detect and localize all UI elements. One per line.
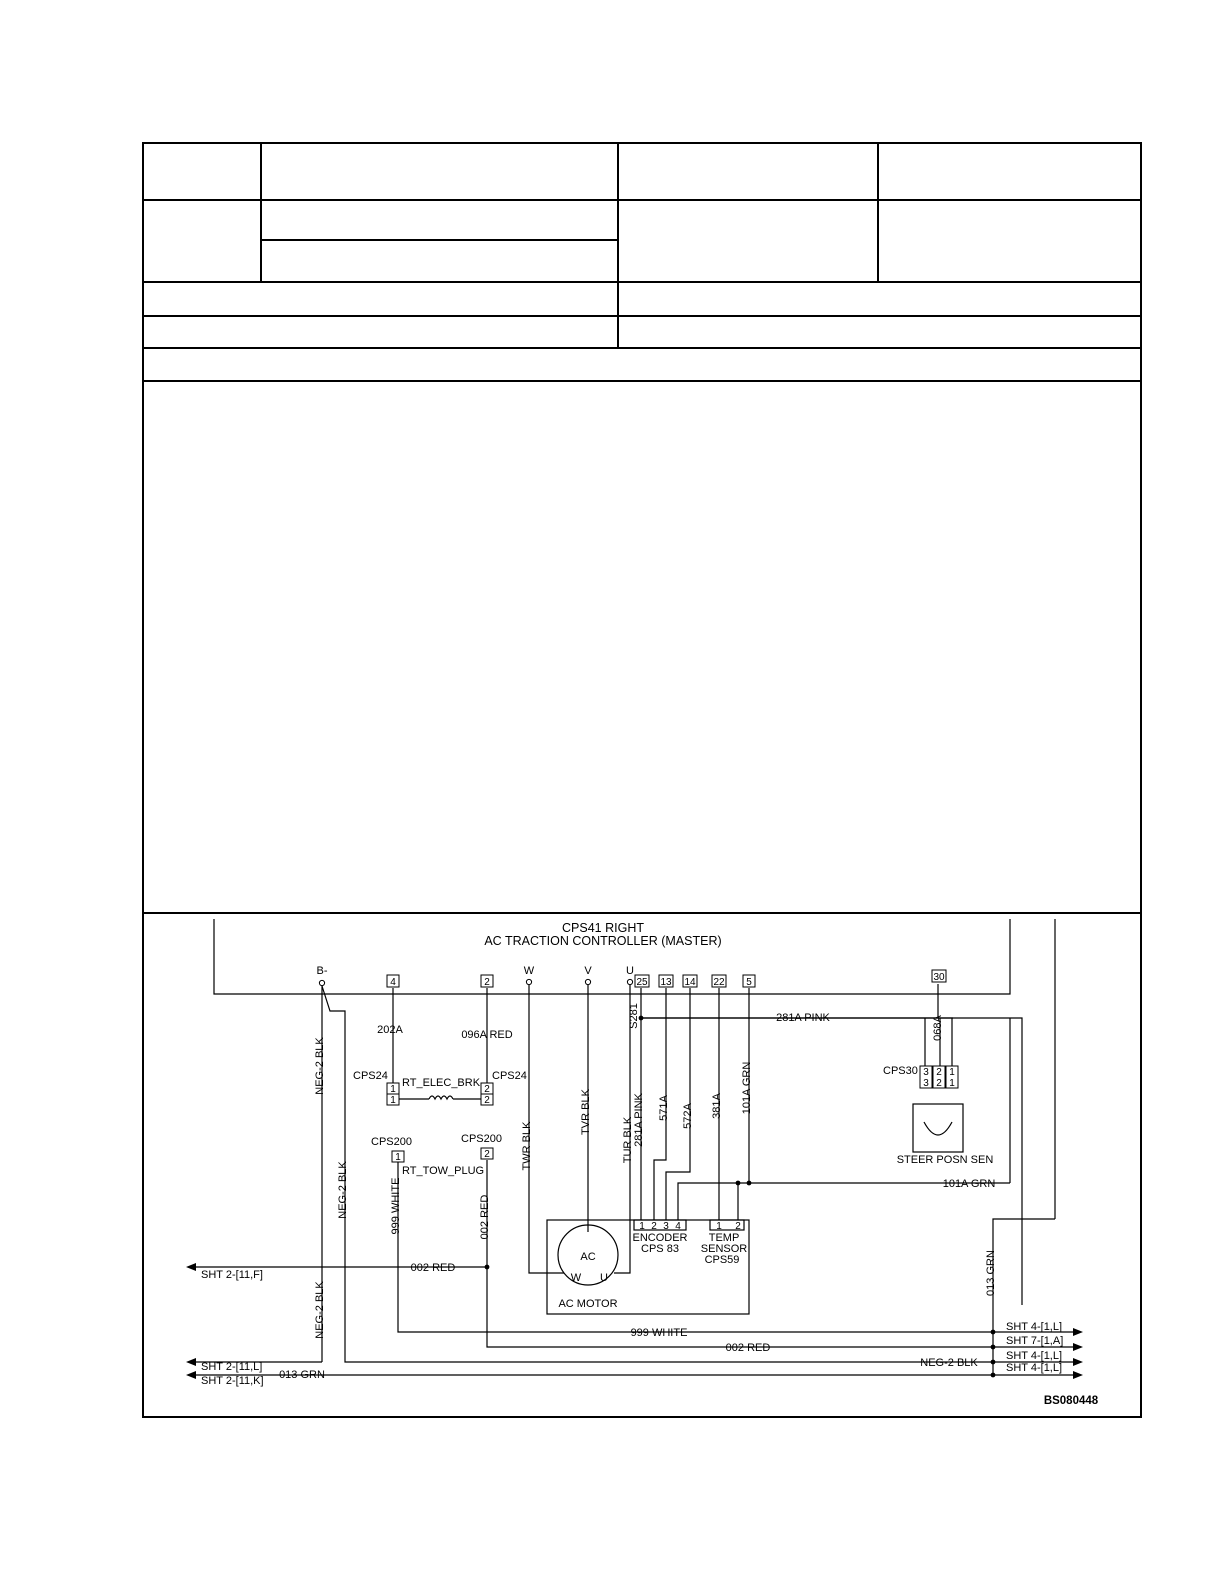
- pin-14: 14: [684, 977, 696, 988]
- label-neg2-mid: NEG-2 BLK: [337, 1161, 349, 1219]
- enc-pin3: 3: [663, 1221, 669, 1232]
- label-281a-pink-v: 281A PINK: [633, 1093, 645, 1147]
- label-tvr-blk: TVR BLK: [580, 1089, 592, 1135]
- pin-5: 5: [746, 977, 752, 988]
- terminal-u: U: [626, 965, 634, 977]
- ref-sht4-1l-c: SHT 4-[1,L]: [1006, 1362, 1063, 1374]
- tow-pin2: 2: [484, 1149, 490, 1160]
- temp-pin2: 2: [735, 1221, 741, 1232]
- pin-4: 4: [390, 977, 396, 988]
- ref-sht4-1l-a: SHT 4-[1,L]: [1006, 1321, 1063, 1333]
- brk-pin2a: 2: [484, 1084, 490, 1095]
- ref-sht7-1a: SHT 7-[1,A]: [1006, 1335, 1064, 1347]
- brk-pin1b: 1: [390, 1095, 396, 1106]
- label-s281: S281: [628, 1003, 640, 1029]
- cps30-pin1b: 1: [949, 1078, 955, 1089]
- label-013-grn-v: 013 GRN: [985, 1250, 997, 1296]
- enc-pin4: 4: [675, 1221, 681, 1232]
- label-neg2-low: NEG-2 BLK: [314, 1281, 326, 1339]
- label-cps200-left: CPS200: [371, 1136, 412, 1148]
- label-ac-motor: AC MOTOR: [558, 1298, 618, 1310]
- terminal-w: W: [523, 965, 535, 977]
- brake-coil: [429, 1096, 453, 1099]
- figure-id: BS080448: [1043, 1395, 1099, 1407]
- label-cps200-right: CPS200: [461, 1133, 502, 1145]
- cps30-pin2b: 2: [936, 1078, 942, 1089]
- label-rt-elec-brk: RT_ELEC_BRK: [402, 1077, 481, 1089]
- pin-25: 25: [636, 977, 648, 988]
- label-neg2-left: NEG-2 BLK: [314, 1037, 326, 1095]
- label-101a-grn-v: 101A GRN: [741, 1061, 753, 1115]
- label-steer-posn-sen: STEER POSN SEN: [896, 1154, 994, 1166]
- ref-sht2-11k: SHT 2-[11,K]: [201, 1375, 264, 1387]
- cps30-pin2a: 2: [936, 1067, 942, 1078]
- label-motor-u: U: [600, 1272, 608, 1284]
- label-rt-tow-plug: RT_TOW_PLUG: [402, 1165, 485, 1177]
- label-temp: TEMP: [708, 1232, 740, 1244]
- controller-title-2: AC TRACTION CONTROLLER (MASTER): [484, 934, 722, 948]
- steer-sensor-box: [913, 1104, 963, 1152]
- label-002-red-v: 002 RED: [479, 1194, 491, 1240]
- label-cps24-right: CPS24: [492, 1070, 527, 1082]
- label-neg2-h: NEG-2 BLK: [920, 1357, 978, 1369]
- cps30-pin1a: 1: [949, 1067, 955, 1078]
- label-twr-blk: TWR BLK: [521, 1121, 533, 1171]
- label-013-grn-h: 013 GRN: [279, 1369, 325, 1381]
- label-002-red-h: 002 RED: [410, 1262, 456, 1274]
- cps30-pin3a: 3: [923, 1067, 929, 1078]
- pin-30: 30: [933, 972, 945, 983]
- label-cps59: CPS59: [704, 1254, 740, 1266]
- label-cps30: CPS30: [883, 1065, 918, 1077]
- temp-pin1: 1: [716, 1221, 722, 1232]
- label-281a-pink-h: 281A PINK: [776, 1012, 830, 1024]
- label-sensor: SENSOR: [700, 1243, 748, 1255]
- tow-pin1: 1: [395, 1152, 401, 1163]
- label-tur-blk: TUR BLK: [622, 1116, 634, 1164]
- label-572a: 572A: [682, 1103, 694, 1129]
- label-381a: 381A: [711, 1093, 723, 1119]
- label-096a: 096A RED: [461, 1029, 513, 1041]
- ref-sht2-11l: SHT 2-[11,L]: [201, 1361, 263, 1373]
- label-motor-w: W: [570, 1272, 582, 1284]
- enc-pin1: 1: [639, 1221, 645, 1232]
- label-202a: 202A: [377, 1024, 403, 1036]
- label-cps24-left: CPS24: [353, 1070, 388, 1082]
- enc-pin2: 2: [651, 1221, 657, 1232]
- label-ac: AC: [580, 1251, 596, 1263]
- wire-281a-pink: [641, 988, 1022, 1305]
- ref-sht2-11f: SHT 2-[11,F]: [201, 1269, 263, 1281]
- label-002-red-h2: 002 RED: [725, 1342, 771, 1354]
- label-cps83: CPS 83: [641, 1243, 679, 1255]
- label-068a: 068A: [932, 1015, 944, 1041]
- label-999-white-v: 999 WHITE: [390, 1177, 402, 1235]
- terminal-v: V: [584, 965, 592, 977]
- pin-22: 22: [713, 977, 725, 988]
- pin-2: 2: [484, 977, 490, 988]
- pin-13: 13: [660, 977, 672, 988]
- terminal-b-minus: B-: [316, 965, 328, 977]
- ref-sht4-1l-b: SHT 4-[1,L]: [1006, 1350, 1063, 1362]
- label-101a-grn-h: 101A GRN: [942, 1178, 996, 1190]
- controller-title-1: CPS41 RIGHT: [562, 921, 644, 935]
- label-encoder: ENCODER: [632, 1232, 688, 1244]
- label-999-white-h: 999 WHITE: [630, 1327, 688, 1339]
- cps30-pin3b: 3: [923, 1078, 929, 1089]
- brk-pin2b: 2: [484, 1095, 490, 1106]
- label-571a: 571A: [658, 1095, 670, 1121]
- brk-pin1a: 1: [390, 1084, 396, 1095]
